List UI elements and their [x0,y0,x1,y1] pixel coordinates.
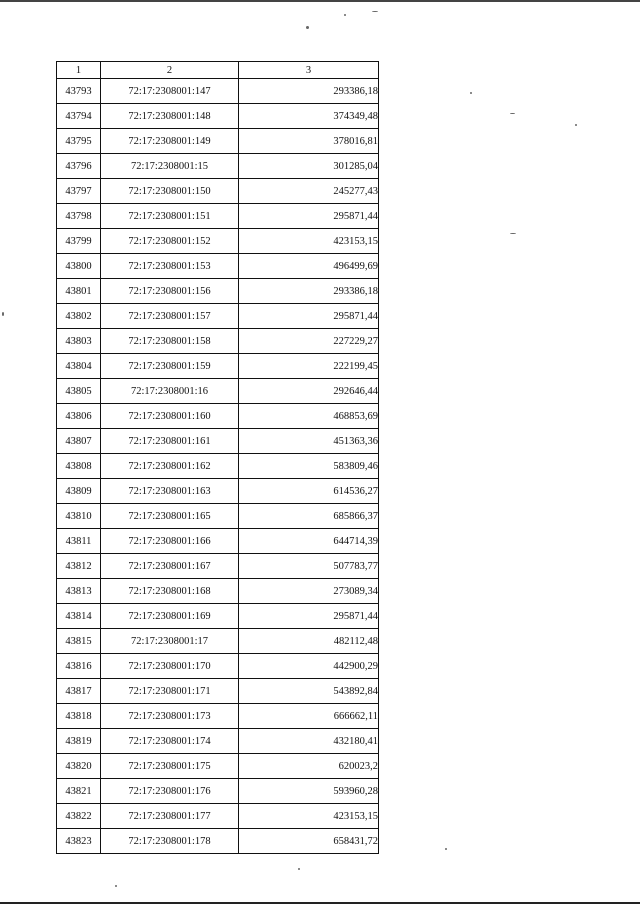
scan-speck [2,312,4,316]
cadastral-number-cell: 72:17:2308001:161 [101,429,239,454]
table-row [57,579,379,604]
table-row [57,279,379,304]
cadastral-number-cell: 72:17:2308001:163 [101,479,239,504]
table-row [57,479,379,504]
row-number-cell: 43797 [57,179,101,204]
row-number-cell: 43799 [57,229,101,254]
cadastral-number-cell: 72:17:2308001:175 [101,754,239,779]
scan-speck [306,26,309,29]
row-number-cell: 43812 [57,554,101,579]
cadastral-number-cell: 72:17:2308001:147 [101,79,239,104]
row-number-cell: 43806 [57,404,101,429]
cadastral-value-cell: 423153,15 [239,229,379,254]
row-number-cell: 43822 [57,804,101,829]
cadastral-value-cell: 593960,28 [239,779,379,804]
cadastral-value-cell: 468853,69 [239,404,379,429]
table-row [57,154,379,179]
table-row [57,654,379,679]
table-row [57,229,379,254]
row-number-cell: 43815 [57,629,101,654]
row-number-cell: 43811 [57,529,101,554]
row-number-cell: 43816 [57,654,101,679]
row-number-cell: 43823 [57,829,101,854]
page-top-edge [0,0,640,2]
cadastral-value-cell: 496499,69 [239,254,379,279]
table-row [57,729,379,754]
cadastral-number-cell: 72:17:2308001:153 [101,254,239,279]
cadastral-number-cell: 72:17:2308001:152 [101,229,239,254]
row-number-cell: 43794 [57,104,101,129]
table-row [57,354,379,379]
table-row [57,329,379,354]
scan-speck [510,113,515,114]
table-row [57,679,379,704]
row-number-cell: 43804 [57,354,101,379]
cadastral-number-cell: 72:17:2308001:148 [101,104,239,129]
table-row [57,779,379,804]
cadastral-number-cell: 72:17:2308001:169 [101,604,239,629]
column-header-cadastral: 2 [101,62,239,79]
table-row [57,454,379,479]
scan-speck [470,92,472,94]
cadastral-number-cell: 72:17:2308001:160 [101,404,239,429]
cadastral-number-cell: 72:17:2308001:165 [101,504,239,529]
cadastral-value-cell: 227229,27 [239,329,379,354]
page-bottom-edge [0,902,640,904]
row-number-cell: 43800 [57,254,101,279]
row-number-cell: 43819 [57,729,101,754]
cadastral-number-cell: 72:17:2308001:173 [101,704,239,729]
table-row [57,254,379,279]
table-row [57,104,379,129]
cadastral-value-cell: 273089,34 [239,579,379,604]
cadastral-number-cell: 72:17:2308001:15 [101,154,239,179]
scan-speck [510,233,516,234]
cadastral-value-cell: 293386,18 [239,279,379,304]
row-number-cell: 43821 [57,779,101,804]
cadastral-number-cell: 72:17:2308001:177 [101,804,239,829]
table-row [57,804,379,829]
table-row [57,429,379,454]
cadastral-number-cell: 72:17:2308001:17 [101,629,239,654]
row-number-cell: 43801 [57,279,101,304]
scan-speck [445,848,447,850]
table-body [57,79,379,854]
cadastral-value-cell: 685866,37 [239,504,379,529]
table-row [57,829,379,854]
cadastral-value-cell: 614536,27 [239,479,379,504]
table-row [57,79,379,104]
scan-speck [372,11,378,12]
cadastral-value-cell: 620023,2 [239,754,379,779]
cadastral-value-table [56,61,379,854]
cadastral-value-cell: 507783,77 [239,554,379,579]
table-row [57,179,379,204]
cadastral-number-cell: 72:17:2308001:167 [101,554,239,579]
cadastral-value-cell: 644714,39 [239,529,379,554]
row-number-cell: 43808 [57,454,101,479]
table-row [57,704,379,729]
cadastral-value-cell: 666662,11 [239,704,379,729]
cadastral-number-cell: 72:17:2308001:16 [101,379,239,404]
scan-speck [298,868,300,870]
row-number-cell: 43802 [57,304,101,329]
row-number-cell: 43810 [57,504,101,529]
row-number-cell: 43807 [57,429,101,454]
cadastral-number-cell: 72:17:2308001:178 [101,829,239,854]
cadastral-number-cell: 72:17:2308001:166 [101,529,239,554]
cadastral-number-cell: 72:17:2308001:168 [101,579,239,604]
cadastral-value-cell: 295871,44 [239,204,379,229]
cadastral-number-cell: 72:17:2308001:151 [101,204,239,229]
table-row [57,379,379,404]
row-number-cell: 43814 [57,604,101,629]
row-number-cell: 43817 [57,679,101,704]
row-number-cell: 43809 [57,479,101,504]
cadastral-value-cell: 442900,29 [239,654,379,679]
table-row [57,754,379,779]
row-number-cell: 43796 [57,154,101,179]
cadastral-number-cell: 72:17:2308001:150 [101,179,239,204]
cadastral-value-cell: 543892,84 [239,679,379,704]
scan-speck [575,124,577,126]
cadastral-value-cell: 222199,45 [239,354,379,379]
cadastral-value-cell: 292646,44 [239,379,379,404]
column-header-number: 1 [57,62,101,79]
row-number-cell: 43820 [57,754,101,779]
table-header-row [57,62,379,79]
table-row [57,504,379,529]
cadastral-value-cell: 451363,36 [239,429,379,454]
cadastral-number-cell: 72:17:2308001:171 [101,679,239,704]
row-number-cell: 43793 [57,79,101,104]
table-row [57,404,379,429]
scan-speck [344,14,346,16]
row-number-cell: 43805 [57,379,101,404]
row-number-cell: 43795 [57,129,101,154]
table-row [57,529,379,554]
cadastral-number-cell: 72:17:2308001:158 [101,329,239,354]
cadastral-value-cell: 583809,46 [239,454,379,479]
cadastral-value-cell: 295871,44 [239,604,379,629]
table-row [57,304,379,329]
cadastral-value-cell: 374349,48 [239,104,379,129]
cadastral-value-cell: 658431,72 [239,829,379,854]
table-row [57,629,379,654]
cadastral-number-cell: 72:17:2308001:170 [101,654,239,679]
table-row [57,604,379,629]
row-number-cell: 43803 [57,329,101,354]
row-number-cell: 43818 [57,704,101,729]
cadastral-value-cell: 293386,18 [239,79,379,104]
cadastral-value-cell: 301285,04 [239,154,379,179]
cadastral-value-cell: 245277,43 [239,179,379,204]
cadastral-number-cell: 72:17:2308001:157 [101,304,239,329]
table-row [57,129,379,154]
table-row [57,204,379,229]
cadastral-number-cell: 72:17:2308001:149 [101,129,239,154]
scan-speck [115,885,117,887]
cadastral-number-cell: 72:17:2308001:156 [101,279,239,304]
cadastral-number-cell: 72:17:2308001:159 [101,354,239,379]
cadastral-number-cell: 72:17:2308001:174 [101,729,239,754]
cadastral-value-cell: 295871,44 [239,304,379,329]
cadastral-value-cell: 423153,15 [239,804,379,829]
cadastral-value-cell: 482112,48 [239,629,379,654]
cadastral-number-cell: 72:17:2308001:176 [101,779,239,804]
row-number-cell: 43798 [57,204,101,229]
column-header-value: 3 [239,62,379,79]
table-row [57,554,379,579]
cadastral-number-cell: 72:17:2308001:162 [101,454,239,479]
cadastral-value-cell: 378016,81 [239,129,379,154]
row-number-cell: 43813 [57,579,101,604]
cadastral-value-cell: 432180,41 [239,729,379,754]
